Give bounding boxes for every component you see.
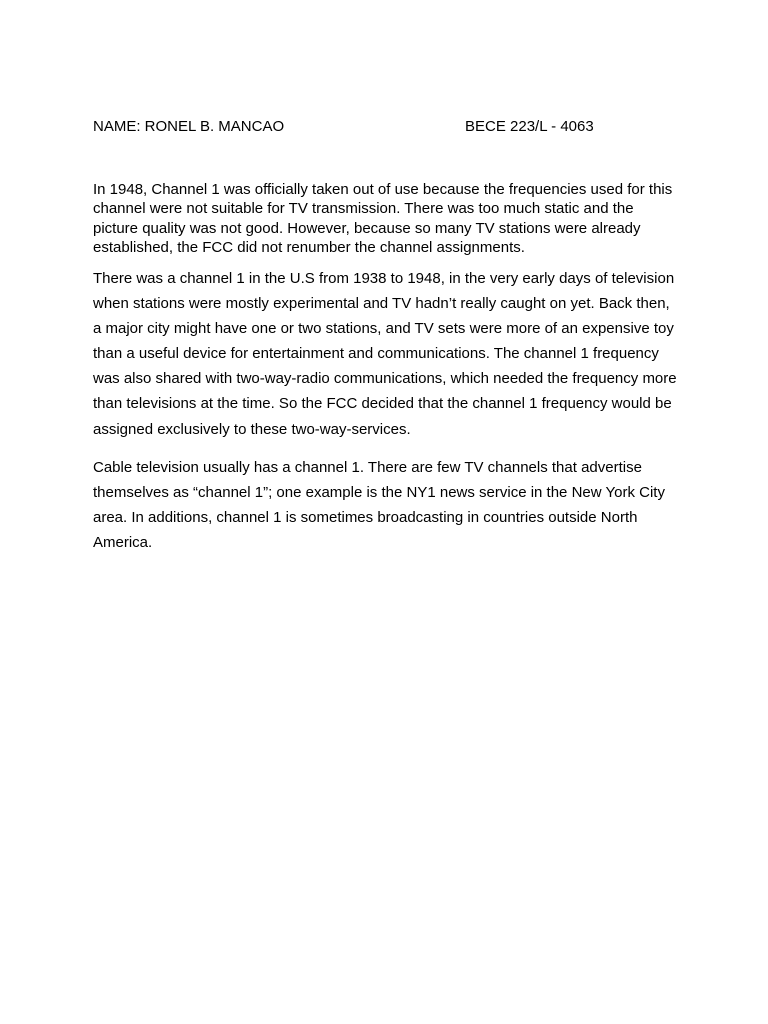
paragraph-1: In 1948, Channel 1 was officially taken out of use because the frequencies used for this channel were not suitable for TV transmission. There was too much static and the picture quality was not good. However, because so many TV stations were already established, the FCC did not renumber the channel assignments. — [93, 181, 673, 256]
document-header — [93, 117, 693, 137]
paragraph-3: Cable television usually has a channel 1. There are few TV channels that advertise themselves as “channel 1”; one example is the NY1 news service in the New York City area. In additions, channel 1 is sometimes broadcasting in countries outside North America. — [93, 459, 665, 552]
student-name: NAME: RONEL B. MANCAO — [93, 118, 285, 135]
course-code: BECE 223/L - 4063 — [465, 118, 594, 135]
paragraph-2: There was a channel 1 in the U.S from 1938 to 1948, in the very early days of television when stations were mostly experimental and TV hadn’t really caught on yet. Back then, a major city might have one or two stations, and TV sets were more of an expensive toy than a useful device for entertainment and communications. The channel 1 frequency was also shared with two-way-radio communications, which needed the frequency more than televisions at the time. So the FCC decided that the channel 1 frequency would be assigned exclusively to these two-way-services. — [93, 270, 677, 438]
